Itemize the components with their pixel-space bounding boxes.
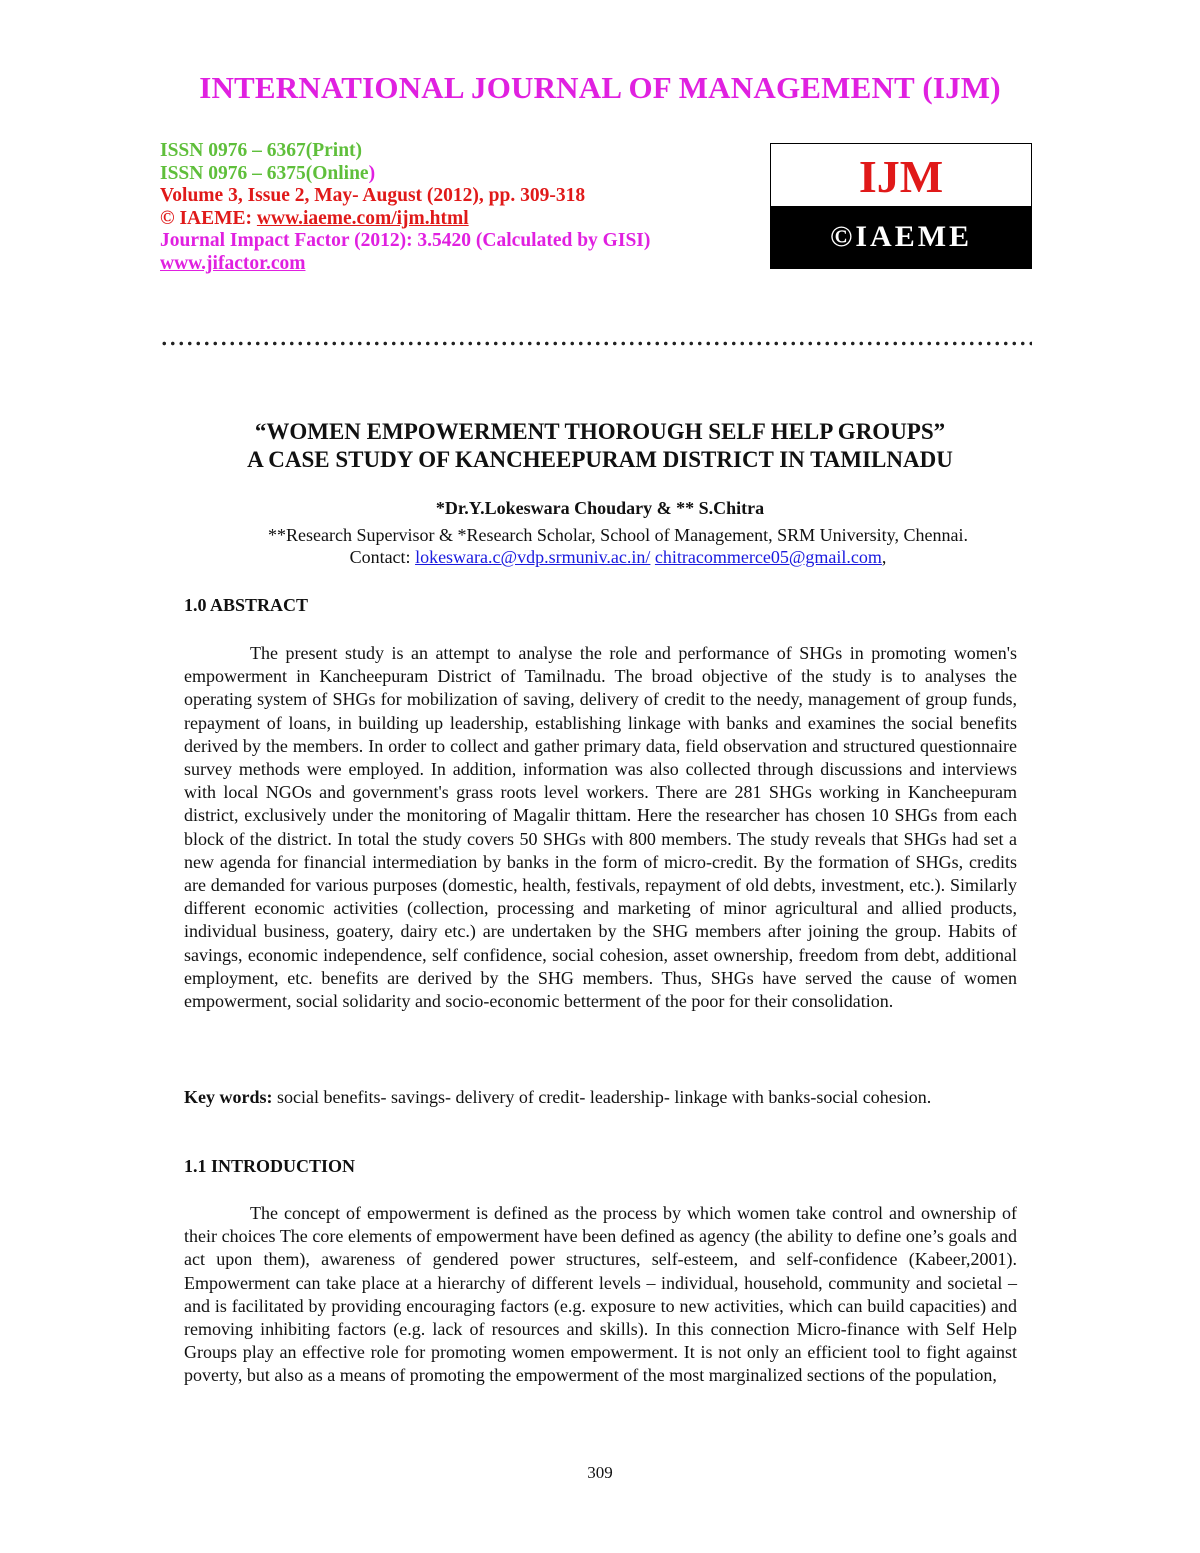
dotted-divider bbox=[160, 341, 1032, 346]
logo-ijm-text: IJM bbox=[858, 151, 944, 202]
keywords-label: Key words: bbox=[184, 1087, 273, 1107]
affiliation-text: **Research Supervisor & *Research Scholar, School of Management, SRM University, Chennai. bbox=[268, 525, 968, 545]
issn-online-text: ISSN 0976 – 6375(Online bbox=[160, 162, 369, 184]
paper-authors: *Dr.Y.Lokeswara Choudary & ** S.Chitra bbox=[435, 498, 765, 518]
ijm-logo bbox=[770, 143, 1032, 269]
introduction-heading: 1.1 INTRODUCTION bbox=[184, 1156, 356, 1176]
paper-title-line2: A CASE STUDY OF KANCHEEPURAM DISTRICT IN TAMILNADU bbox=[247, 447, 953, 472]
journal-title: INTERNATIONAL JOURNAL OF MANAGEMENT (IJM) bbox=[199, 70, 1001, 105]
keywords bbox=[184, 1086, 1017, 1109]
issn-print: ISSN 0976 – 6367(Print) bbox=[160, 140, 363, 161]
issn-online bbox=[160, 163, 650, 186]
issn-online-paren: ) bbox=[368, 162, 376, 184]
abstract-text: The present study is an attempt to analyse the role and performance of SHGs in promoting women's empowerment in Kancheepuram District of Tamilnadu. The broad objective of the study is to analyses the operating system of SHGs for mobilization of saving, delivery of credit to the needy, management of group funds, repayment of loans, in building up leadership, establishing linkage with banks and examines the social benefits derived by the members. In order to collect and gather primary data, field observation and structured questionnaire survey methods were employed. In addition, information was also collected through discussions and interviews with local NGOs and government's grass roots level workers. There are 281 SHGs working in Kancheepuram district, exclusively under the monitoring of Magalir thittam. Here the researcher has chosen 10 SHGs from each block of the district. In total the study covers 50 SHGs with 800 members. The study reveals that SHGs had set a new agenda for financial intermediation by banks in the form of micro-credit. By the formation of SHGs, credits are demanded for various purposes (domestic, health, festivals, repayment of old debts, investment, etc.). Similarly different economic activities (collection, processing and marketing of minor agricultural and allied products, individual business, goatery, dairy etc.) are undertaken by the SHG members after joining the group. Habits of savings, economic independence, self confidence, social cohesion, asset ownership, freedom from debt, additional employment, etc. benefits are derived by the SHG members. Thus, SHGs have served the cause of women empowerment, social solidarity and socio-economic betterment of the poor for their consolidation. bbox=[184, 643, 1017, 1012]
abstract-heading: 1.0 ABSTRACT bbox=[184, 595, 309, 615]
email-link-1[interactable]: lokeswara.c@vdp.srmuniv.ac.in/ bbox=[415, 547, 651, 567]
keywords-text: social benefits- savings- delivery of credit- leadership- linkage with banks-social cohesion. bbox=[272, 1087, 932, 1107]
jifactor-link[interactable]: www.jifactor.com bbox=[160, 252, 306, 274]
journal-meta bbox=[160, 140, 650, 275]
copyright-label: © IAEME: bbox=[160, 207, 257, 229]
jifactor-line bbox=[160, 253, 650, 276]
contact-line bbox=[218, 546, 1018, 568]
impact-factor: Journal Impact Factor (2012): 3.5420 (Calculated by GISI) bbox=[160, 230, 651, 251]
paper-title bbox=[0, 418, 1200, 474]
paper-title-line1: “WOMEN EMPOWERMENT THOROUGH SELF HELP GROUPS” bbox=[254, 419, 946, 444]
email-link-2[interactable]: chitracommerce05@gmail.com bbox=[654, 547, 882, 567]
volume-info: Volume 3, Issue 2, May- August (2012), pp. 309-318 bbox=[160, 185, 586, 206]
introduction-text: The concept of empowerment is defined as the process by which women take control and ownership of their choices The core elements of empowerment have been defined as agency (the ability to define one’s goals and act upon them), awareness of gendered power structures, self-esteem, and self-confidence (Kabeer,2001). Empowerment can take place at a hierarchy of different levels – individual, household, community and societal – and is facilitated by providing encouraging factors (e.g. exposure to new activities, which can build capacities) and removing inhibiting factors (e.g. lack of resources and skills). In this connection Micro-finance with Self Help Groups play an effective role for promoting women empowerment. It is not only an efficient tool to fight against poverty, but also as a means of promoting the empowerment of the most marginalized sections of the population, bbox=[184, 1203, 1017, 1386]
copyright-line bbox=[160, 208, 650, 231]
contact-label: Contact: bbox=[349, 547, 416, 567]
page-number: 309 bbox=[587, 1463, 613, 1482]
contact-comma: , bbox=[881, 547, 887, 567]
iaeme-link[interactable]: www.iaeme.com/ijm.html bbox=[256, 207, 469, 229]
author-affiliation bbox=[218, 524, 1018, 568]
logo-iaeme-text: ©IAEME bbox=[771, 206, 1031, 268]
